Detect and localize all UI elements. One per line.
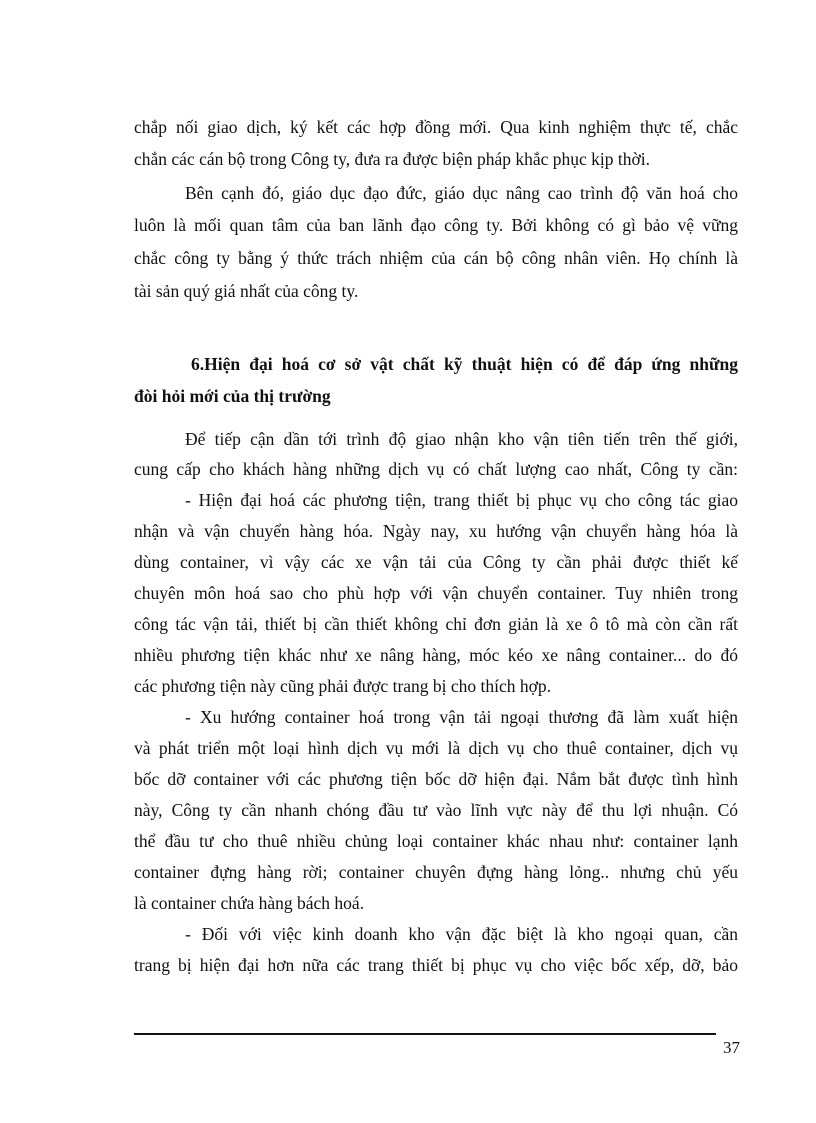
body-line: là container chứa hàng bách hoá. [134, 893, 365, 913]
body-line: cung cấp cho khách hàng những dịch vụ có chất lượng cao nhất, Công ty cần: [134, 459, 738, 479]
body-line: - Xu hướng container hoá trong vận tải ngoại thương đã làm xuất hiện [185, 707, 738, 727]
body-line: và phát triển một loại hình dịch vụ mới là dịch vụ cho thuê container, dịch vụ [134, 738, 738, 758]
body-line: các phương tiện này cũng phải được trang bị cho thích hợp. [134, 676, 552, 696]
body-line: Để tiếp cận dần tới trình độ giao nhận kho vận tiên tiến trên thế giới, [185, 429, 738, 449]
body-line: nhận và vận chuyển hàng hóa. Ngày nay, xu hướng vận chuyển hàng hóa là [134, 521, 738, 541]
section-heading-continued: đòi hỏi mới của thị trường [134, 386, 331, 406]
body-line: - Đối với việc kinh doanh kho vận đặc biệt là kho ngoại quan, cần [185, 924, 738, 944]
body-line: - Hiện đại hoá các phương tiện, trang thiết bị phục vụ cho công tác giao [185, 490, 738, 510]
body-line: nhiều phương tiện khác như xe nâng hàng, móc kéo xe nâng container... do đó [134, 645, 738, 665]
body-line: bốc dỡ container với các phương tiện bốc dỡ hiện đại. Nắm bắt được tình hình [134, 769, 738, 789]
body-line: tài sản quý giá nhất của công ty. [134, 281, 359, 301]
body-line: Bên cạnh đó, giáo dục đạo đức, giáo dục nâng cao trình độ văn hoá cho [185, 183, 738, 203]
body-line: thể đầu tư cho thuê nhiều chủng loại container khác nhau như: container lạnh [134, 831, 738, 851]
body-line: công tác vận tải, thiết bị cần thiết không chỉ đơn giản là xe ô tô mà còn cần rất [134, 614, 738, 634]
body-line: chắn các cán bộ trong Công ty, đưa ra được biện pháp khắc phục kịp thời. [134, 149, 650, 169]
body-line: chắc công ty bằng ý thức trách nhiệm của cán bộ công nhân viên. Họ chính là [134, 248, 738, 268]
footer-rule [134, 1033, 716, 1035]
body-line: dùng container, vì vậy các xe vận tải của Công ty cần phải được thiết kế [134, 552, 738, 572]
section-heading: 6.Hiện đại hoá cơ sở vật chất kỹ thuật hiện có để đáp ứng những [191, 354, 738, 374]
body-line: chắp nối giao dịch, ký kết các hợp đồng mới. Qua kinh nghiệm thực tế, chắc [134, 117, 738, 137]
body-line: luôn là mối quan tâm của ban lãnh đạo công ty. Bởi không có gì bảo vệ vững [134, 215, 738, 235]
body-line: chuyên môn hoá sao cho phù hợp với vận chuyển container. Tuy nhiên trong [134, 583, 738, 603]
body-line: này, Công ty cần nhanh chóng đầu tư vào lĩnh vực này để thu lợi nhuận. Có [134, 800, 738, 820]
body-line: trang bị hiện đại hơn nữa các trang thiết bị phục vụ cho việc bốc xếp, dỡ, bảo [134, 955, 738, 975]
body-line: container đựng hàng rời; container chuyên đựng hàng lỏng.. nhưng chủ yếu [134, 862, 738, 882]
page-number: 37 [723, 1038, 740, 1057]
